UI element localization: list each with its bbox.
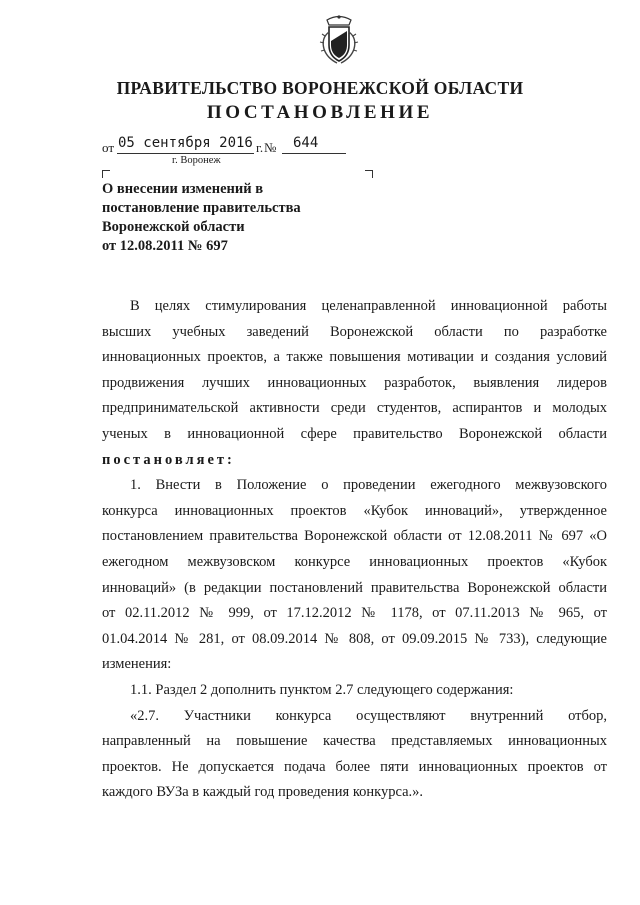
number-underline	[282, 153, 346, 154]
body-line: постановлением правительства Воронежской области от 12.08.2011 № 697 «О	[102, 528, 607, 545]
body-line: В целях стимулирования целенаправленной инновационной работы	[130, 298, 607, 314]
body-line: предпринимательской активности среди студентов, аспирантов и молодых	[102, 400, 607, 417]
subject-line: от 12.08.2011 № 697	[102, 238, 228, 254]
body-line-decree: постановляет:	[102, 451, 235, 468]
body-line: 1. Внести в Положение о проведении ежегодного межвузовского	[130, 477, 607, 494]
body-line: от 02.11.2012 № 999, от 17.12.2012 № 1178, от 07.11.2013 № 965, от	[102, 605, 607, 622]
date-prefix: от	[102, 140, 115, 155]
year-suffix: г.	[256, 140, 264, 155]
body-line: ученых в инновационной сфере правительство Воронежской области	[102, 425, 607, 442]
subject-line: Воронежской области	[102, 219, 245, 235]
body-line: ежегодном межвузовском конкурсе инновационных проектов «Кубок	[102, 553, 607, 570]
body-line: высших учебных заведений Воронежской области по разработке	[102, 323, 607, 340]
document-body	[102, 294, 607, 806]
document-type: ПОСТАНОВЛЕНИЕ	[206, 102, 434, 123]
subject-corner-right	[365, 170, 373, 178]
document-date: 05 сентября 2016	[118, 135, 253, 151]
document-city: г. Воронеж	[172, 155, 221, 166]
body-line: конкурса инновационных проектов «Кубок инноваций», утвержденное	[102, 502, 607, 519]
organization-name: ПРАВИТЕЛЬСТВО ВОРОНЕЖСКОЙ ОБЛАСТИ	[116, 78, 524, 98]
subject-line: О внесении изменений в	[102, 181, 264, 197]
subject-line: постановление правительства	[102, 200, 301, 216]
body-line: изменения:	[102, 656, 172, 673]
number-label: №	[264, 140, 277, 155]
document-number: 644	[293, 135, 319, 151]
body-line: «2.7. Участники конкурса осуществляют внутренний отбор,	[130, 707, 607, 724]
body-line: 1.1. Раздел 2 дополнить пунктом 2.7 следующего содержания:	[130, 681, 514, 698]
body-line: каждого ВУЗа в каждый год проведения конкурса.».	[102, 784, 424, 801]
body-line: продвижения лучших инновационных разработок, выявления лидеров	[102, 374, 607, 391]
body-line: инноваций» (в редакции постановлений правительства Воронежской области	[102, 579, 607, 596]
body-line: проектов. Не допускается подача более пяти инновационных проектов от	[102, 758, 607, 775]
date-underline	[117, 153, 254, 154]
document-subject	[102, 180, 382, 256]
body-line: инновационных проектов, а также повышения мотивации и создания условий	[102, 349, 607, 366]
coat-of-arms-icon	[318, 14, 360, 66]
subject-corner-left	[102, 170, 110, 178]
body-line: 01.04.2014 № 281, от 08.09.2014 № 808, от 09.09.2015 № 733), следующие	[102, 630, 607, 647]
body-line: направленный на повышение качества представляемых инновационных	[102, 733, 607, 750]
